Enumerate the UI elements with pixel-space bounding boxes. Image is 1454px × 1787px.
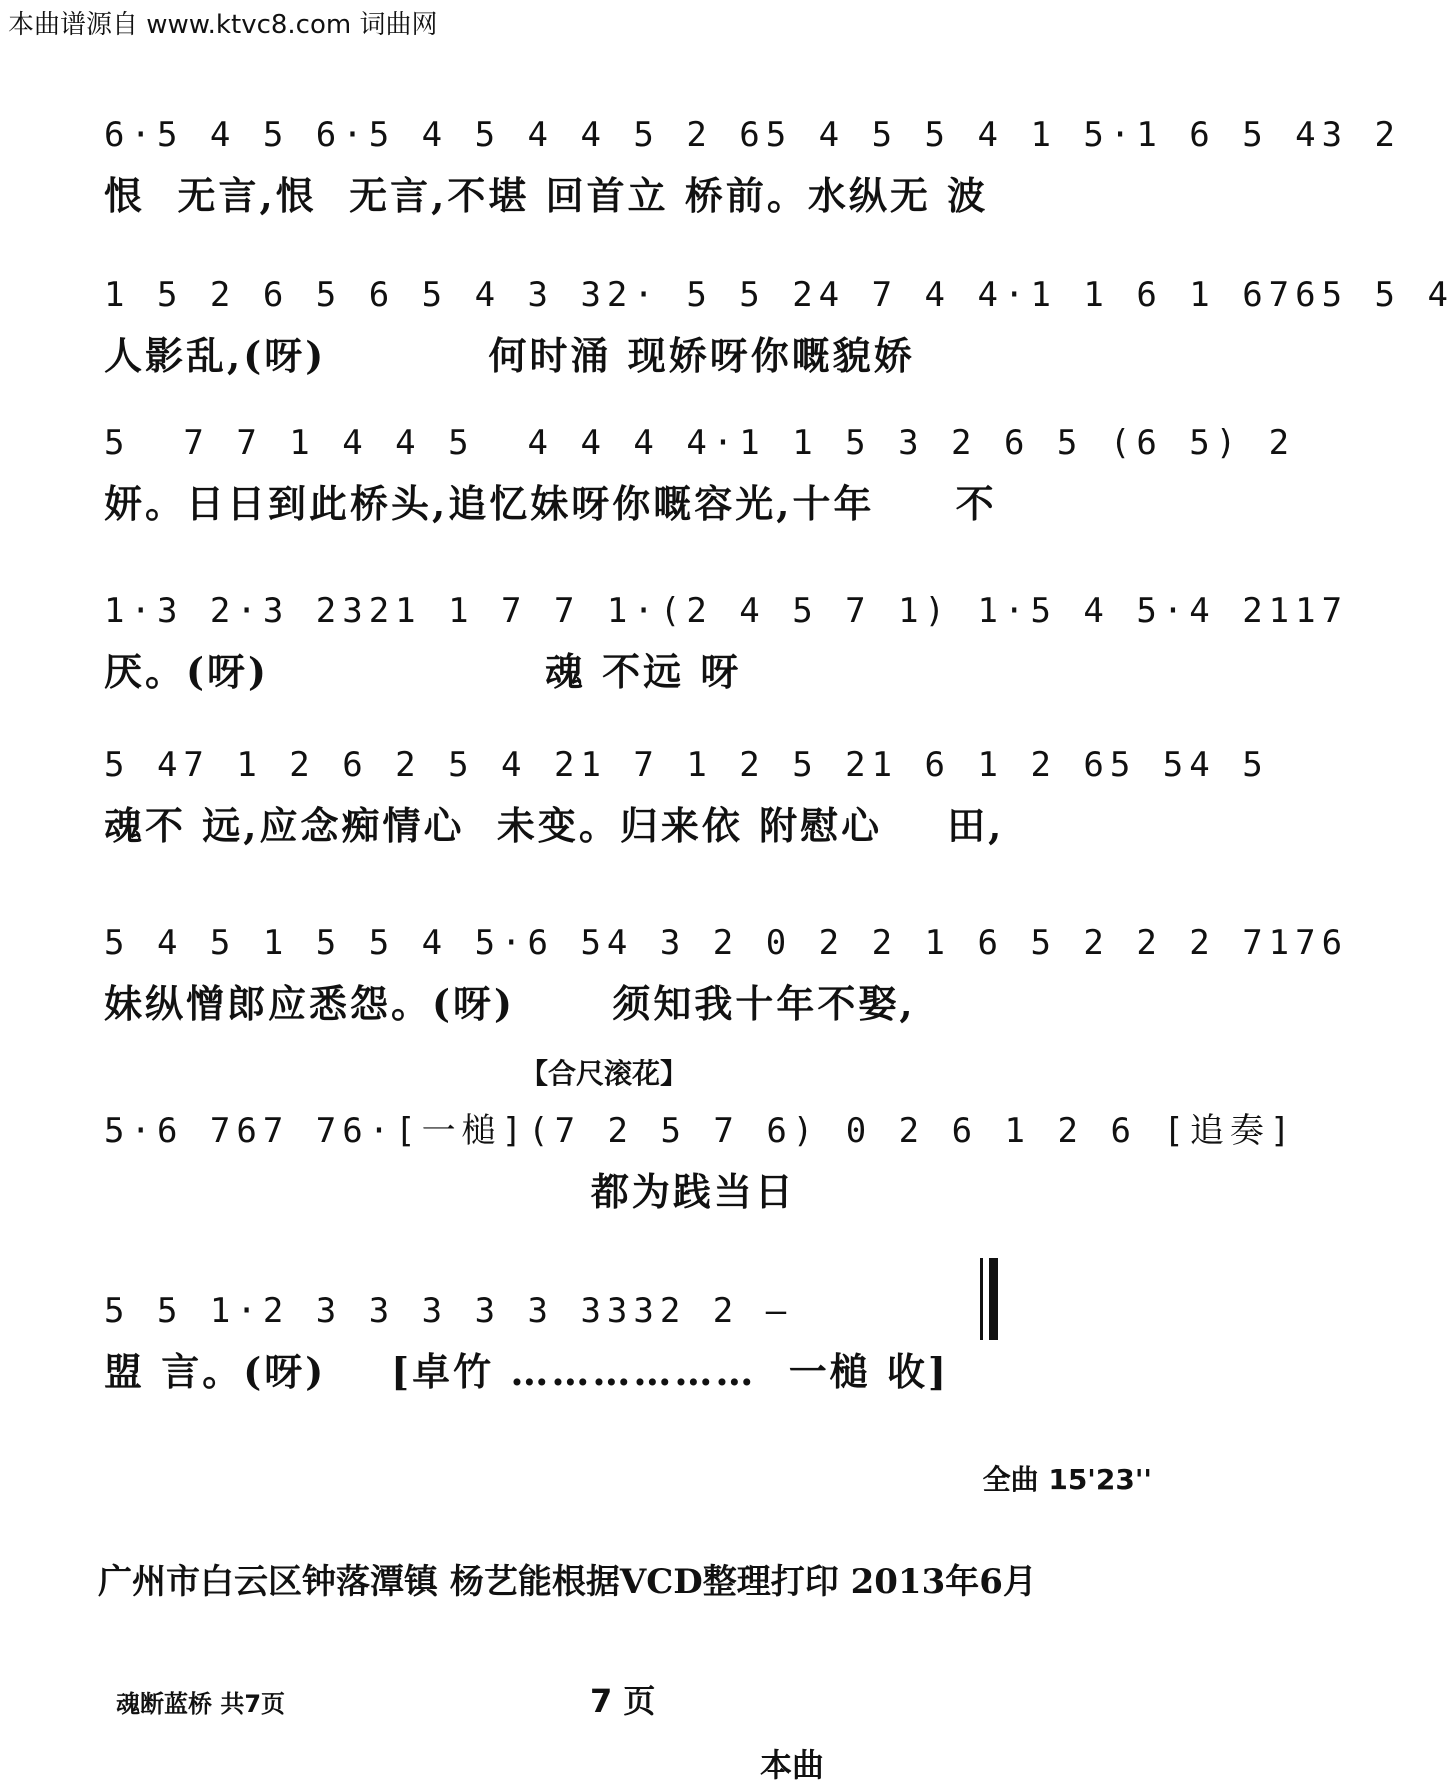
lyrics-row: 人影乱,(呀) 何时涌 现娇呀你嘅貌娇: [104, 333, 915, 378]
page-number: 7 页: [590, 1682, 656, 1720]
notation-row: 5 5 1·2 3 3 3 3 3 3332 2 —: [104, 1291, 793, 1331]
score-line-6: [104, 920, 1349, 1028]
final-barline: [980, 1258, 998, 1340]
lyrics-row: 妍。日日到此桥头,追忆妹呀你嘅容光,十年 不: [104, 481, 997, 526]
lyrics-row: 魂不 远,应念痴情心 未变。归来依 附慰心 田,: [104, 803, 1005, 848]
score-line-5: [104, 742, 1269, 850]
lyrics-row: 厌。(呀) 魂 不远 呀: [104, 649, 742, 694]
score-line-3: [104, 420, 1296, 528]
section-title: 【合尺滚花】: [520, 1057, 689, 1090]
notation-row: 5 47 1 2 6 2 5 4 21 7 1 2 5 21 6 1 2 65 54 5: [104, 745, 1269, 785]
footer-fragment: 本曲: [760, 1746, 825, 1784]
footer-title: 魂断蓝桥 共7页: [116, 1690, 286, 1718]
lyrics-row: 盟 言。(呀) [卓竹 ……………… 一槌 收]: [104, 1349, 949, 1394]
notation-row: 1·3 2·3 2321 1 7 7 1·(2 4 5 7 1) 1·5 4 5·4 2117: [104, 591, 1349, 631]
total-duration: 全曲 15'23'': [982, 1463, 1152, 1496]
watermark-text: 本曲谱源自 www.ktvc8.com 词曲网: [8, 10, 438, 40]
score-line-4: [104, 588, 1349, 696]
notation-row: 5·6 767 76·[一槌](7 2 5 7 6) 0 2 6 1 2 6 [追奏]: [104, 1111, 1297, 1151]
lyrics-row: 恨 无言,恨 无言,不堪 回首立 桥前。水纵无 波: [104, 173, 989, 218]
score-line-2: [104, 272, 1454, 380]
score-line-8: [104, 1288, 1184, 1396]
credit-line: 广州市白云区钟落潭镇 杨艺能根据VCD整理打印 2013年6月: [98, 1562, 1037, 1602]
score-line-1: [104, 112, 1402, 220]
lyrics-row: 妹纵憎郎应悉怨。(呀) 须知我十年不娶,: [104, 981, 916, 1026]
score-line-7: [104, 1108, 1297, 1216]
notation-row: 6·5 4 5 6·5 4 5 4 4 5 2 65 4 5 5 4 1 5·1 6 5 43 2: [104, 115, 1402, 155]
lyrics-row: 都为践当日: [104, 1169, 796, 1214]
notation-row: 1 5 2 6 5 6 5 4 3 32· 5 5 24 7 4 4·1 1 6 1 6765 5 4: [104, 275, 1454, 315]
notation-row: 5 4 5 1 5 5 4 5·6 54 3 2 0 2 2 1 6 5 2 2 2 7176: [104, 923, 1349, 963]
notation-row: 5 7 7 1 4 4 5 4 4 4 4·1 1 5 3 2 6 5 (6 5) 2: [104, 423, 1296, 463]
